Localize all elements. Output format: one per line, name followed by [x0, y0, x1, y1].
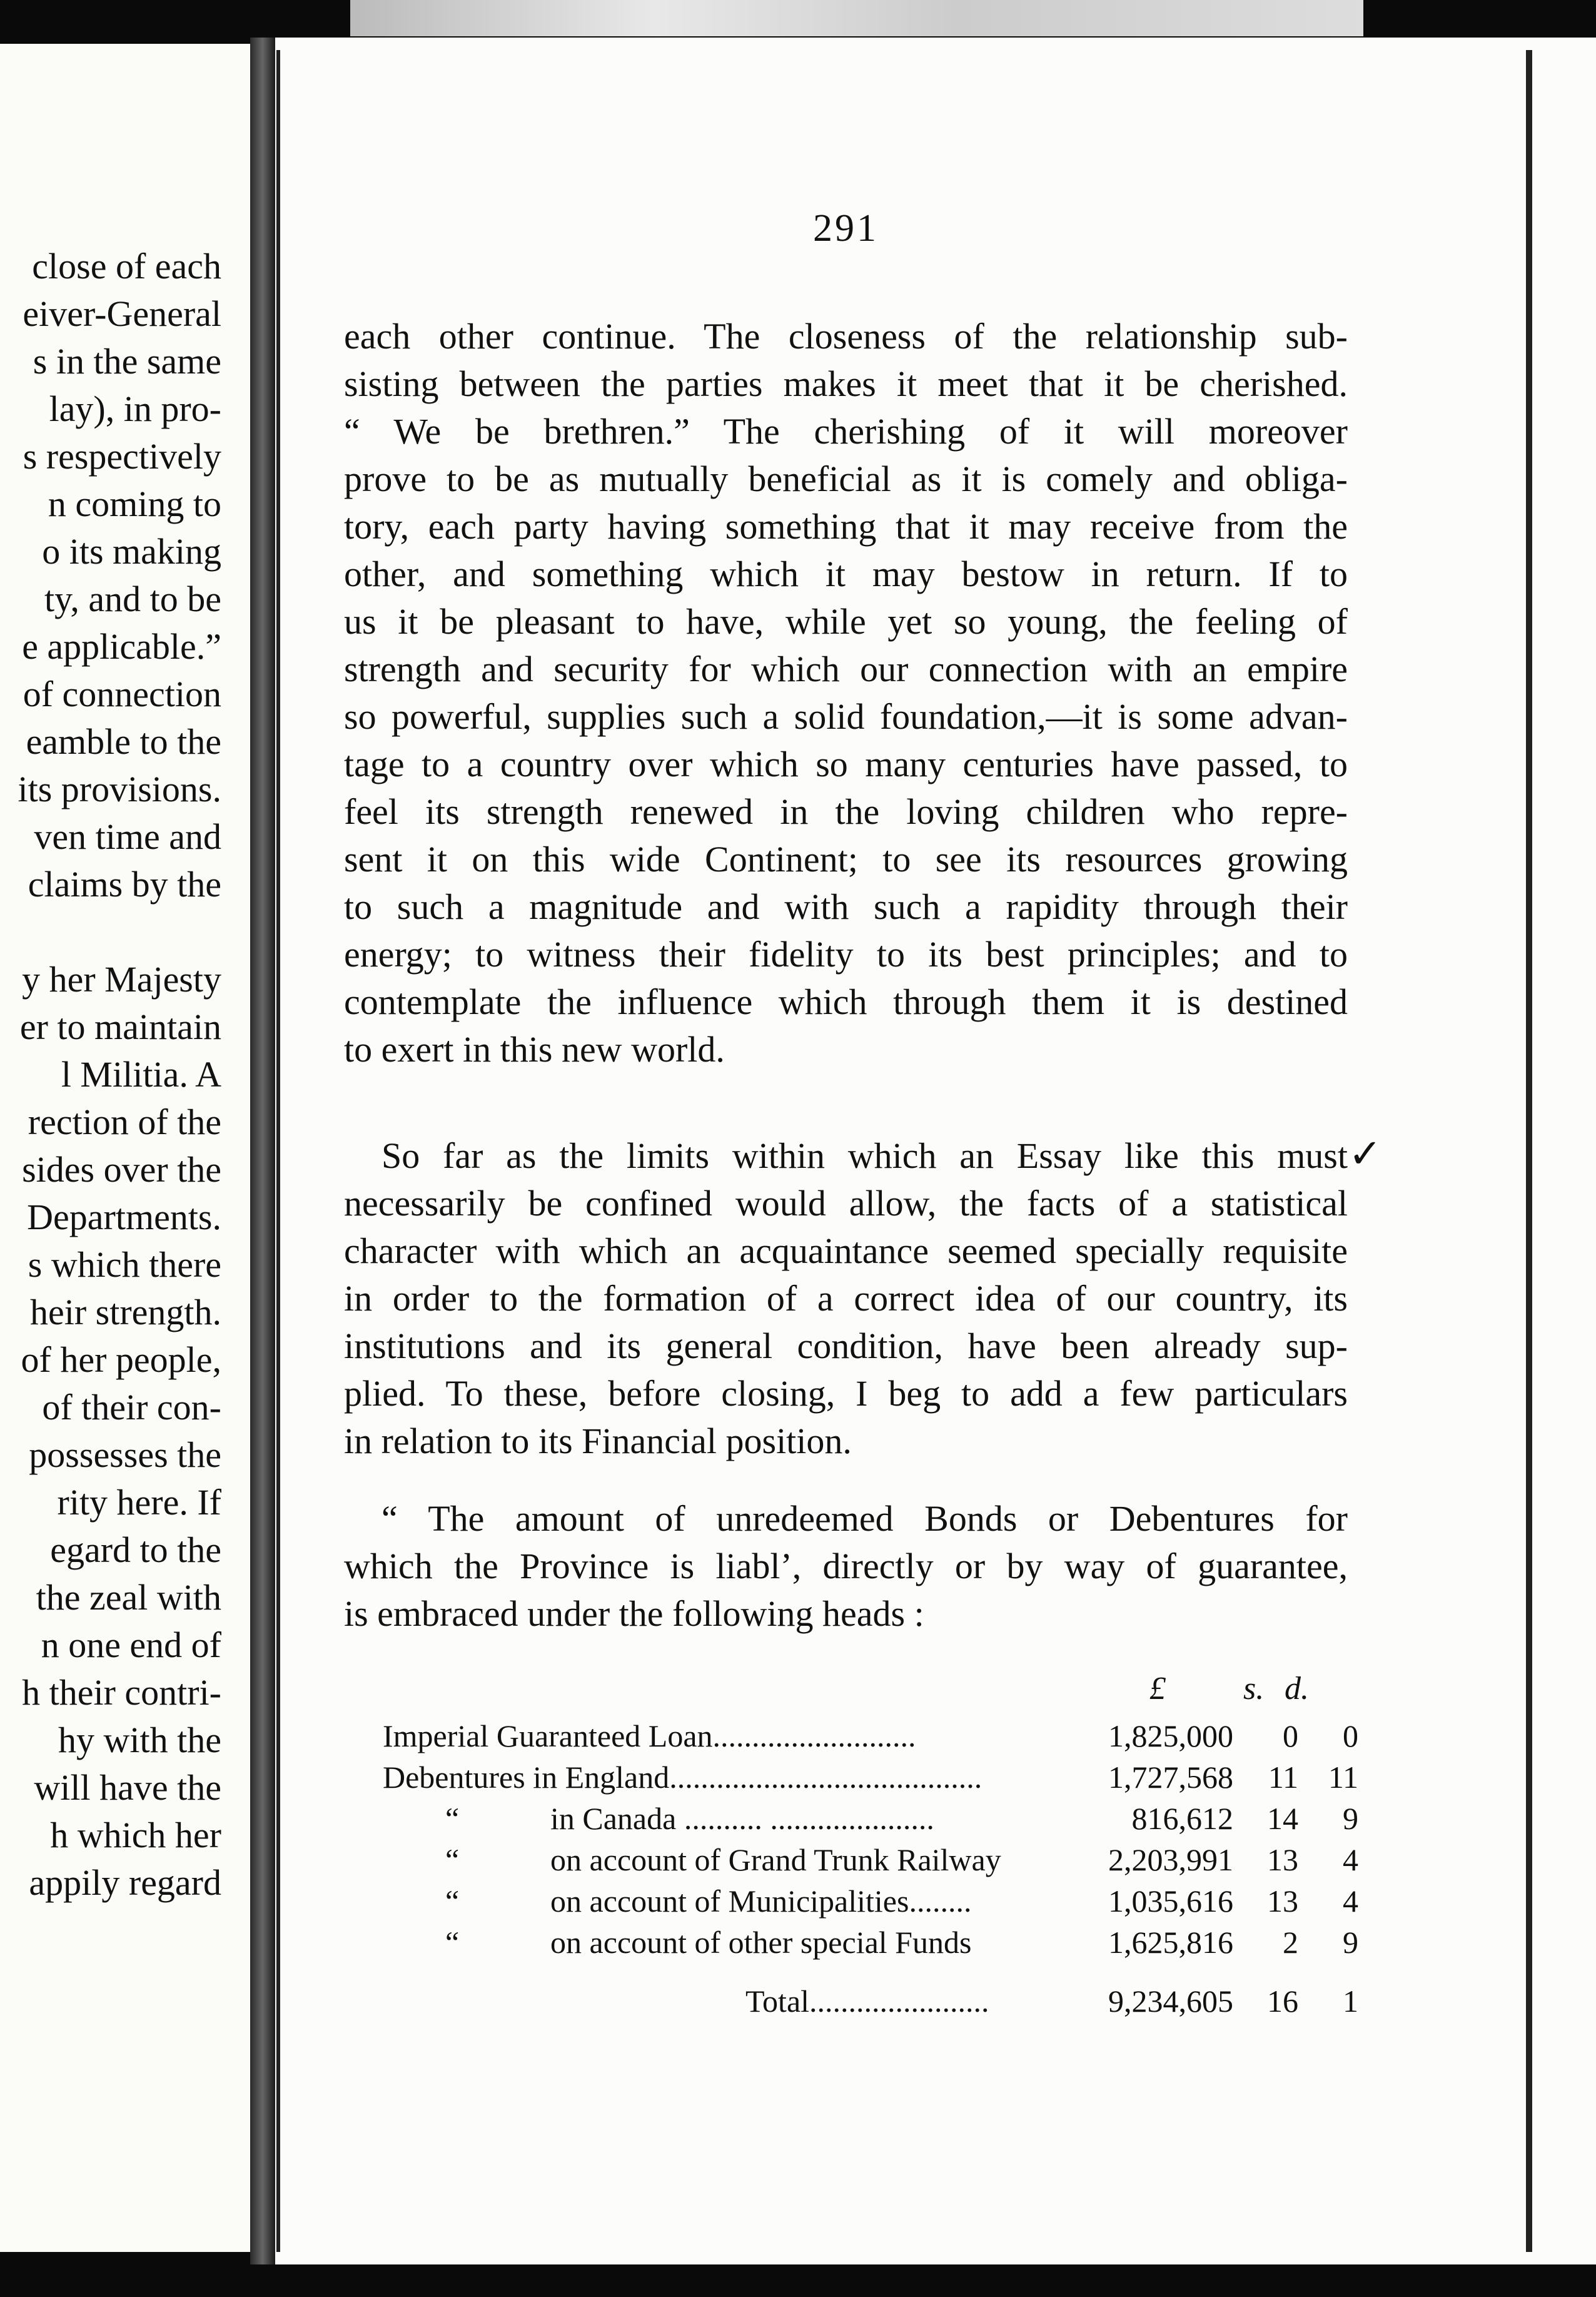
left-page-line: rection of the: [28, 1102, 221, 1142]
text-line: is embraced under the following heads :: [344, 1593, 924, 1634]
table-row: [383, 1842, 1358, 1883]
row-label: Imperial Guaranteed Loan..........................: [383, 1718, 916, 1753]
left-page-line: possesses the: [29, 1434, 221, 1475]
total-shillings: 16: [1267, 1984, 1298, 2019]
table-row: [383, 1800, 1358, 1842]
text-line: each other continue. The closeness of the relationship sub-: [344, 316, 1348, 357]
row-shillings: 0: [1283, 1718, 1298, 1753]
row-pence: 0: [1343, 1718, 1358, 1753]
scan-top-strip: [350, 0, 1363, 36]
total-amount: 9,234,605: [1108, 1984, 1233, 2019]
text-line: us it be pleasant to have, while yet so young, the feeling of: [344, 601, 1348, 642]
table-head-shillings: s.: [1243, 1671, 1265, 1706]
row-sublabel: on account of Municipalities........: [550, 1884, 972, 1919]
text-line: in relation to its Financial position.: [344, 1421, 852, 1461]
book-gutter: [250, 38, 275, 2264]
text-line: to such a magnitude and with such a rapidity through their: [344, 886, 1348, 927]
text-line: in order to the formation of a correct idea of our country, its: [344, 1278, 1348, 1319]
text-line: feel its strength renewed in the loving children who repre-: [344, 791, 1348, 832]
text-line: character with which an acquaintance seemed specially requisite: [344, 1230, 1348, 1271]
row-shillings: 11: [1268, 1760, 1298, 1795]
text-line: so powerful, supplies such a solid foundation,—it is some advan-: [344, 696, 1348, 737]
text-line: tage to a country over which so many centuries have passed, to: [344, 744, 1348, 784]
page-border-left: [276, 50, 280, 2252]
row-shillings: 13: [1267, 1884, 1298, 1919]
table-row: [383, 1883, 1358, 1924]
left-page-line: y her Majesty: [22, 959, 221, 1000]
left-page-line: s in the same: [33, 341, 221, 382]
text-line: which the Province is liablʼ, directly or by way of guarantee,: [344, 1546, 1348, 1586]
left-page-line: lay), in pro-: [49, 388, 221, 429]
text-line: sisting between the parties makes it meet that it be cherished.: [344, 363, 1348, 404]
row-sublabel: on account of Grand Trunk Railway: [550, 1842, 1001, 1877]
ditto-mark: “: [445, 1925, 460, 1960]
left-page-line: s which there: [28, 1244, 221, 1285]
left-page-line: sides over the: [22, 1149, 221, 1190]
ditto-mark: “: [445, 1884, 460, 1919]
left-page-line: of connection: [23, 674, 221, 714]
left-page-line: the zeal with: [36, 1577, 221, 1618]
left-page-line: close of each: [32, 246, 221, 286]
row-pence: 4: [1343, 1884, 1358, 1919]
left-page-line: rity here. If: [57, 1482, 221, 1523]
table-row: [383, 1924, 1358, 1965]
left-page-line: eiver-General: [23, 293, 221, 334]
row-label: Debentures in England........................................: [383, 1760, 982, 1795]
text-line: plied. To these, before closing, I beg to add a few particulars: [344, 1373, 1348, 1414]
total-pence: 1: [1343, 1984, 1358, 2019]
table-row: [383, 1759, 1358, 1800]
left-page-line: hy with the: [58, 1720, 221, 1760]
table-total-row: [383, 1983, 1358, 2024]
left-page-line: of their con-: [42, 1387, 221, 1427]
ditto-mark: “: [445, 1842, 460, 1877]
left-page-line: n one end of: [41, 1625, 221, 1665]
left-page-line: ven time and: [34, 816, 221, 857]
left-page-line: l Militia. A: [61, 1054, 221, 1095]
row-amount: 816,612: [1131, 1801, 1233, 1836]
text-line: institutions and its general condition, have been already sup-: [344, 1326, 1348, 1366]
row-amount: 1,625,816: [1108, 1925, 1233, 1960]
row-amount: 1,035,616: [1108, 1884, 1233, 1919]
text-line: strength and security for which our connection with an empire: [344, 649, 1348, 689]
table-head-pound: £: [1149, 1671, 1166, 1706]
check-mark: ✓: [1348, 1131, 1382, 1177]
total-label: Total.......................: [745, 1984, 989, 2019]
text-line: other, and something which it may bestow in return. If to: [344, 554, 1348, 594]
row-shillings: 13: [1267, 1842, 1298, 1877]
left-page-line: its provisions.: [18, 769, 221, 809]
table-row: [383, 1718, 1358, 1759]
text-line: tory, each party having something that it may receive from the: [344, 506, 1348, 547]
left-page-line: h their contri-: [22, 1672, 221, 1713]
text-line: “ The amount of unredeemed Bonds or Debentures for: [381, 1498, 1348, 1539]
left-facing-page: [0, 44, 250, 2252]
row-shillings: 2: [1283, 1925, 1298, 1960]
table-head-pence: d.: [1285, 1671, 1309, 1706]
ditto-mark: “: [445, 1801, 460, 1836]
row-sublabel: on account of other special Funds: [550, 1925, 972, 1960]
text-line: prove to be as mutually beneficial as it is comely and obliga-: [344, 459, 1348, 499]
left-page-line: ty, and to be: [44, 579, 221, 619]
left-page-line: s respectively: [23, 436, 221, 477]
left-page-line: er to maintain: [19, 1007, 221, 1047]
left-page-line: of her people,: [21, 1339, 221, 1380]
row-amount: 1,727,568: [1108, 1760, 1233, 1795]
left-page-line: e applicable.”: [22, 626, 221, 667]
text-line: sent it on this wide Continent; to see its resources growing: [344, 839, 1348, 880]
row-sublabel: in Canada .......... .....................: [550, 1801, 934, 1836]
row-pence: 9: [1343, 1925, 1358, 1960]
text-line: to exert in this new world.: [344, 1029, 725, 1070]
text-line: “ We be brethren.” The cherishing of it will moreover: [344, 411, 1348, 452]
left-page-line: h which her: [50, 1815, 221, 1855]
left-page-line: o its making: [42, 531, 221, 572]
left-page-line: Departments.: [27, 1197, 221, 1237]
left-page-line: eamble to the: [26, 721, 221, 762]
row-pence: 9: [1343, 1801, 1358, 1836]
row-pence: 4: [1343, 1842, 1358, 1877]
left-page-line: claims by the: [28, 864, 221, 905]
row-amount: 2,203,991: [1108, 1842, 1233, 1877]
left-page-line: appily regard: [29, 1862, 221, 1903]
left-page-line: will have the: [34, 1767, 221, 1808]
row-amount: 1,825,000: [1108, 1718, 1233, 1753]
page-border-right: [1526, 50, 1532, 2252]
text-line: necessarily be confined would allow, the facts of a statistical: [344, 1183, 1348, 1224]
text-line: energy; to witness their fidelity to its best principles; and to: [344, 934, 1348, 975]
left-page-line: egard to the: [50, 1529, 221, 1570]
text-line: contemplate the influence which through them it is destined: [344, 981, 1348, 1022]
left-page-line: heir strength.: [29, 1292, 221, 1332]
page-number: 291: [813, 207, 879, 250]
row-shillings: 14: [1267, 1801, 1298, 1836]
left-page-line: n coming to: [48, 484, 221, 524]
row-pence: 11: [1328, 1760, 1358, 1795]
text-line: So far as the limits within which an Essay like this must: [381, 1135, 1348, 1176]
right-page: [275, 38, 1596, 2264]
